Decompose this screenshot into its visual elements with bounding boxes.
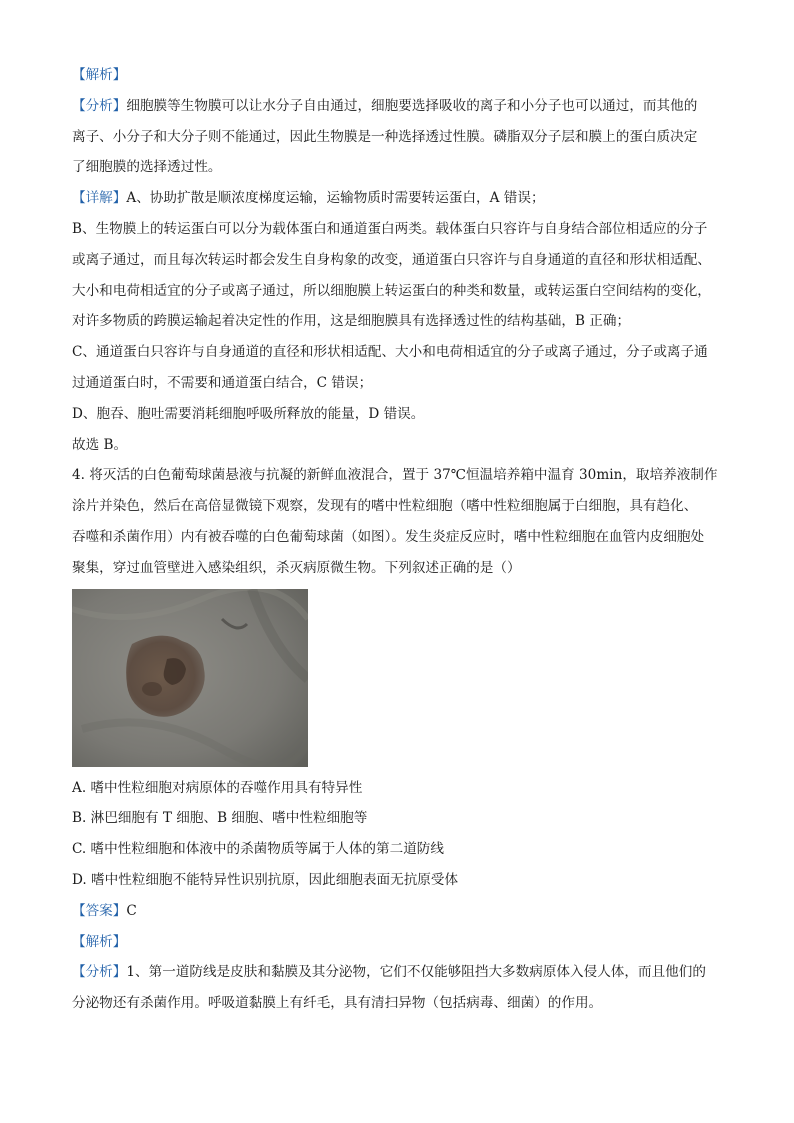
xiangjie-text: A、协助扩散是顺浓度梯度运输，运输物质时需要转运蛋白，A 错误；	[126, 190, 545, 207]
micrograph-figure	[72, 589, 308, 767]
detail-line: 或离子通过，而且每次转运时都会发生自身构象的改变，通道蛋白只容许与自身通道的直径和形状相适配、	[72, 251, 711, 268]
detail-line: B、生物膜上的转运蛋白可以分为载体蛋白和通道蛋白两类。载体蛋白只容许与自身结合部位相适应的分子	[72, 220, 708, 237]
option-b: B. 淋巴细胞有 T 细胞、B 细胞、嗜中性粒细胞等	[72, 810, 368, 827]
question-stem-line: 涂片并染色，然后在高倍显微镜下观察，发现有的嗜中性粒细胞（嗜中性粒细胞属于白细胞，具有趋化、	[72, 498, 698, 515]
fenxi-line-3: 了细胞膜的选择透过性。	[72, 159, 222, 176]
analysis-heading	[72, 60, 732, 91]
question-stem-line: 4. 将灭活的白色葡萄球菌悬液与抗凝的新鲜血液混合，置于 37℃恒温培养箱中温育 30min，取培养液制作	[72, 467, 718, 484]
xiangjie-line	[72, 183, 732, 214]
fenxi-q4-line-1	[72, 957, 732, 988]
fenxi-tag: 【分析】	[72, 97, 127, 114]
micrograph-image	[72, 589, 308, 767]
detail-line: 过通道蛋白时，不需要和通道蛋白结合，C 错误；	[72, 374, 373, 391]
analysis-tag-2: 【解析】	[72, 933, 127, 950]
option-d: D. 嗜中性粒细胞不能特异性识别抗原，因此细胞表面无抗原受体	[72, 871, 459, 888]
detail-line: 对许多物质的跨膜运输起着决定性的作用，这是细胞膜具有选择透过性的结构基础，B 正确；	[72, 313, 631, 330]
document-page	[72, 60, 732, 1019]
option-a: A. 嗜中性粒细胞对病原体的吞噬作用具有特异性	[72, 779, 363, 796]
detail-line: C、通道蛋白只容许与自身通道的直径和形状相适配、大小和电荷相适宜的分子或离子通过，分子或离子通	[72, 344, 708, 361]
detail-line: 大小和电荷相适宜的分子或离子通过，所以细胞膜上转运蛋白的种类和数量，或转运蛋白空间结构的变化，	[72, 282, 711, 299]
answer-value: C	[126, 902, 137, 919]
xiangjie-tag: 【详解】	[72, 190, 127, 207]
detail-line: D、胞吞、胞吐需要消耗细胞呼吸所释放的能量，D 错误。	[72, 405, 425, 422]
fenxi-q4-line-2: 分泌物还有杀菌作用。呼吸道黏膜上有纤毛，具有清扫异物（包括病毒、细菌）的作用。	[72, 995, 603, 1012]
answer-line	[72, 896, 732, 927]
analysis-tag: 【解析】	[72, 67, 127, 83]
fenxi-text: 细胞膜等生物膜可以让水分子自由通过，细胞要选择吸收的离子和小分子也可以通过，而其他的	[126, 97, 698, 114]
fenxi-q4-text: 1、第一道防线是皮肤和黏膜及其分泌物，它们不仅能够阻挡大多数病原体入侵人体，而且他们的	[126, 964, 706, 981]
analysis-heading-2	[72, 927, 732, 958]
question-stem-line: 聚集，穿过血管壁进入感染组织，杀灭病原微生物。下列叙述正确的是（）	[72, 559, 521, 576]
fenxi-line-1	[72, 91, 732, 122]
fenxi-line-2: 离子、小分子和大分子则不能通过，因此生物膜是一种选择透过性膜。磷脂双分子层和膜上的蛋白质决定	[72, 128, 698, 145]
question-stem-line: 吞噬和杀菌作用）内有被吞噬的白色葡萄球菌（如图）。发生炎症反应时，嗜中性粒细胞在血管内皮细胞处	[72, 528, 705, 545]
option-c: C. 嗜中性粒细胞和体液中的杀菌物质等属于人体的第二道防线	[72, 841, 444, 858]
fenxi-tag-2: 【分析】	[72, 964, 127, 981]
conclusion-line: 故选 B。	[72, 436, 128, 453]
answer-tag: 【答案】	[72, 902, 127, 919]
